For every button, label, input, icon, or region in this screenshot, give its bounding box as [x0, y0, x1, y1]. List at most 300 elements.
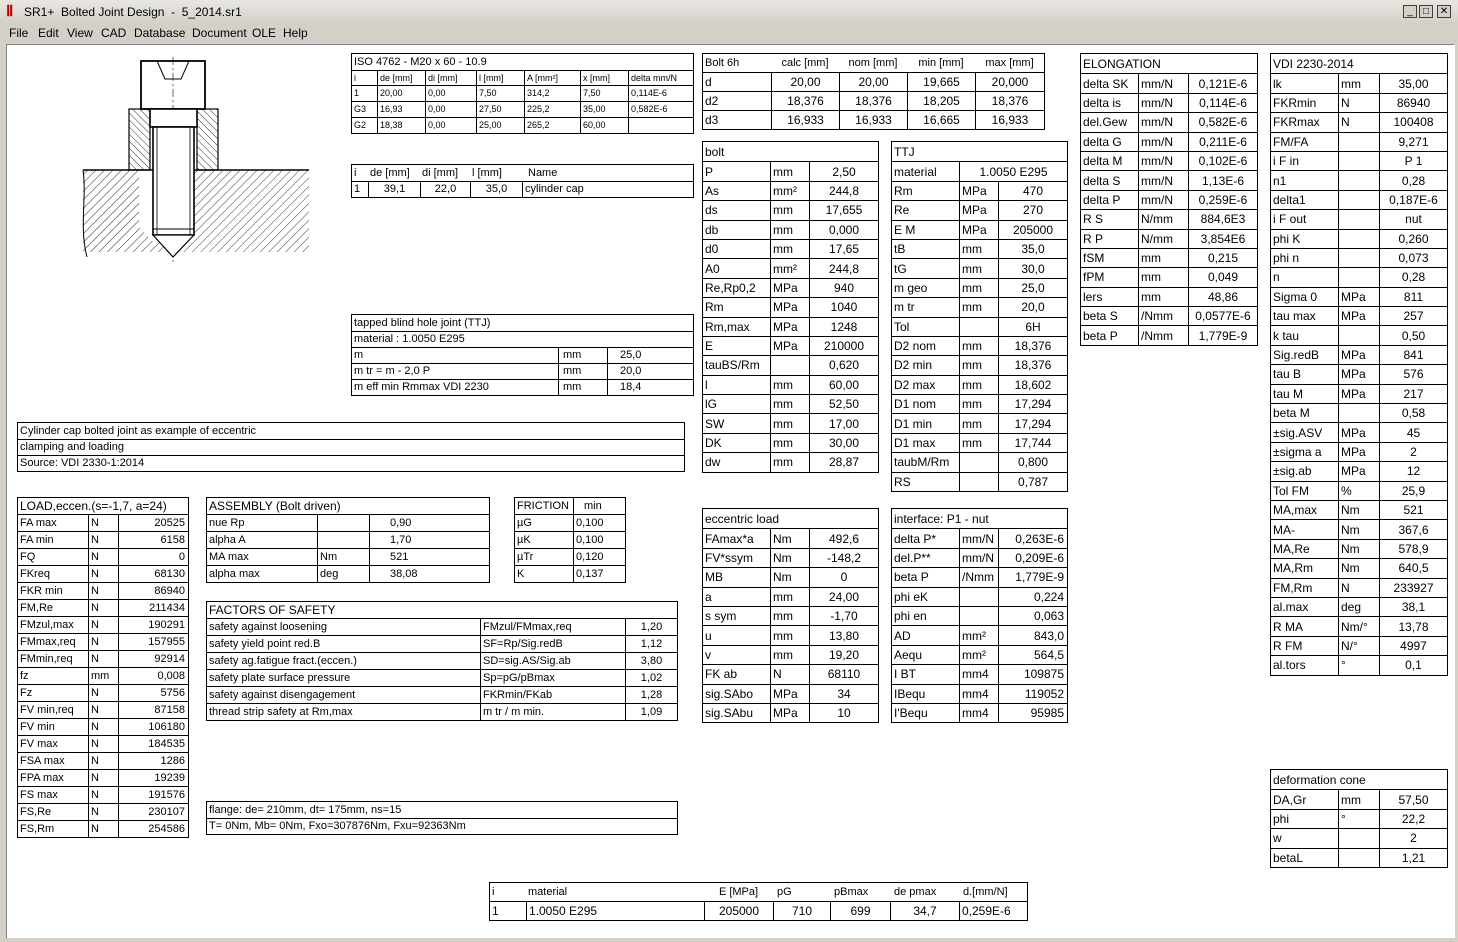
table-cell: 244,8	[809, 259, 878, 277]
table-cell: mm/N	[1138, 191, 1188, 209]
table-cell: 233927	[1379, 579, 1447, 597]
bolt-properties-row	[703, 297, 878, 316]
iso-bolt-table	[351, 53, 694, 134]
table-cell: FA max	[20, 516, 57, 529]
maximize-button[interactable]: □	[1419, 5, 1433, 18]
table-cell: 225,2	[524, 102, 580, 117]
table-cell: N	[88, 736, 118, 752]
description-text: Cylinder cap bolted joint as example of eccentric	[20, 424, 257, 437]
table-cell: 5756	[118, 685, 188, 701]
table-cell: 841	[1379, 346, 1447, 364]
assembly-row	[207, 531, 489, 548]
table-cell: alpha A	[209, 533, 246, 546]
vdi-2230-row	[1271, 73, 1447, 92]
table-cell: 576	[1379, 365, 1447, 383]
table-cell: 578,9	[1379, 540, 1447, 558]
vdi-2230-row	[1271, 93, 1447, 112]
interface-row	[892, 684, 1067, 703]
table-cell: 0,114E-6	[1188, 94, 1257, 112]
table-cell: deg	[1338, 598, 1379, 616]
load-row	[18, 514, 188, 531]
interface-row	[892, 703, 1067, 722]
table-cell: 0,187E-6	[1379, 191, 1447, 209]
table-cell: FK ab	[705, 667, 738, 682]
table-cell: tapped blind hole joint (TTJ)	[354, 316, 491, 329]
iso-header: di [mm]	[425, 71, 476, 85]
table-cell: mm	[770, 453, 809, 471]
load-row	[18, 701, 188, 718]
friction-row	[515, 565, 625, 582]
table-cell: 6158	[118, 532, 188, 548]
table-cell: FSA max	[20, 754, 65, 767]
ttj-row	[892, 336, 1067, 355]
table-cell: 367,6	[1379, 520, 1447, 538]
table-cell: 0	[809, 568, 878, 586]
table-cell: u	[705, 628, 712, 643]
table-title: eccentric load	[705, 511, 780, 526]
table-cell: Nm	[770, 529, 809, 547]
table-cell: ±sig.ab	[1273, 464, 1312, 479]
table-cell: MPa	[1338, 346, 1379, 364]
table-cell: 184535	[118, 736, 188, 752]
table-title: LOAD,eccen.(s=-1,7, a=24)	[20, 499, 167, 513]
table-cell: FKR min	[20, 584, 63, 597]
bolt-properties-row	[703, 394, 878, 413]
table-cell: 0,073	[1379, 249, 1447, 267]
table-cell: 157955	[118, 634, 188, 650]
ttj-row	[892, 220, 1067, 239]
eccentric-load-row	[703, 684, 878, 703]
table-cell: 940	[809, 279, 878, 297]
eccentric-load-row	[703, 587, 878, 606]
table-cell: cylinder cap	[522, 182, 693, 197]
load-row	[18, 650, 188, 667]
iso-row	[352, 85, 693, 101]
table-title-row	[207, 498, 489, 514]
table-cell: 9,271	[1379, 133, 1447, 151]
material-table	[489, 882, 1028, 921]
table-cell	[1338, 326, 1379, 344]
table-cell: Re	[894, 203, 910, 218]
table-cell: m tr = m - 2,0 P	[354, 365, 431, 377]
vdi-2230-row	[1271, 442, 1447, 461]
table-cell: 0,114E-6	[628, 86, 693, 101]
bolt-properties-table	[702, 141, 879, 473]
table-cell: 244,8	[809, 182, 878, 200]
bolt-6h-row	[703, 91, 1044, 110]
table-cell: tau max	[1273, 309, 1316, 324]
table-cell: ±sigma a	[1273, 445, 1322, 459]
table-cell: Sigma 0	[1273, 289, 1318, 304]
menu-file[interactable]: File	[9, 26, 29, 40]
minimize-button[interactable]: _	[1403, 5, 1417, 18]
table-cell: mm	[770, 221, 809, 239]
table-cell: 48,86	[1188, 288, 1257, 306]
table-cell: A0	[705, 261, 720, 276]
close-button[interactable]: ✕	[1437, 5, 1451, 18]
table-cell: 265,2	[524, 118, 580, 133]
table-cell: al.tors	[1273, 658, 1306, 673]
table-cell: s sym	[705, 609, 737, 624]
table-cell: n1	[1273, 173, 1287, 188]
table-cell: 0,209E-6	[998, 549, 1067, 567]
table-cell: 68110	[809, 665, 878, 683]
table-cell: N	[88, 617, 118, 633]
table-cell: 87158	[118, 702, 188, 718]
deformation-cone-table	[1270, 769, 1448, 868]
table-cell: mm²	[959, 626, 998, 644]
table-cell: 17,65	[809, 240, 878, 258]
vdi-2230-row	[1271, 345, 1447, 364]
table-cell: beta S	[1083, 309, 1118, 324]
table-cell: 0,0577E-6	[1188, 307, 1257, 325]
table-cell: mm	[959, 298, 998, 316]
head-header: l [mm]	[472, 166, 502, 179]
table-cell: R P	[1083, 231, 1104, 246]
table-cell: mm	[959, 240, 998, 258]
table-title-row	[1271, 54, 1447, 73]
table-cell: 17,294	[998, 414, 1067, 432]
table-cell: N	[88, 532, 118, 548]
table-cell: 0,120	[573, 549, 625, 565]
table-cell: 38,1	[1379, 598, 1447, 616]
table-title-row	[892, 509, 1067, 528]
table-cell: 205000	[704, 902, 773, 920]
description-line	[18, 455, 684, 471]
bolt-joint-drawing	[73, 57, 309, 267]
table-cell: delta M	[1083, 154, 1123, 169]
table-cell: mm	[770, 434, 809, 452]
table-cell: mm	[1138, 268, 1188, 286]
table-cell: N	[88, 566, 118, 582]
menu-edit[interactable]: Edit	[38, 26, 59, 40]
table-cell: 0,28	[1379, 268, 1447, 286]
table-cell: 35,00	[580, 102, 628, 117]
table-cell: mm/N	[959, 529, 998, 547]
table-cell: MPa	[1338, 462, 1379, 480]
table-cell: del.P**	[894, 550, 931, 565]
table-cell: mm4	[959, 704, 998, 722]
iso-header: l [mm]	[476, 71, 524, 85]
menu-help[interactable]: Help	[283, 26, 308, 40]
table-cell: N	[770, 665, 809, 683]
table-cell: 34	[809, 685, 878, 703]
document-workspace	[6, 44, 1455, 938]
table-cell: 20,00	[771, 73, 839, 91]
table-cell: MPa	[959, 221, 998, 239]
table-cell: 18,205	[907, 92, 975, 110]
table-cell: 0,137	[573, 566, 625, 582]
table-cell: 52,50	[809, 395, 878, 413]
assembly-table	[206, 497, 490, 583]
table-cell: D2 nom	[894, 339, 937, 354]
table-cell: fSM	[1083, 251, 1105, 266]
table-title-row	[703, 142, 878, 161]
table-cell: 6H	[998, 318, 1067, 336]
elongation-row	[1081, 267, 1257, 286]
table-cell: FKreq	[20, 567, 50, 580]
vdi-2230-row	[1271, 616, 1447, 635]
table-cell: tauBS/Rm	[705, 358, 760, 373]
load-row	[18, 769, 188, 786]
table-cell: MB	[705, 570, 723, 585]
table-cell: 0	[118, 549, 188, 565]
iso-header: de [mm]	[377, 71, 425, 85]
table-cell: 18,376	[839, 92, 907, 110]
table-cell: beta P	[1083, 328, 1118, 343]
table-cell: FS max	[20, 788, 58, 801]
table-cell: mm	[88, 668, 118, 684]
table-cell	[770, 356, 809, 374]
tapped-joint-table	[351, 314, 694, 396]
table-cell: 1	[354, 183, 361, 195]
description-text: Source: VDI 2330-1:2014	[20, 457, 145, 469]
menu-view[interactable]: View	[67, 26, 93, 40]
table-cell: 7,50	[580, 86, 628, 101]
table-cell: 92914	[118, 651, 188, 667]
table-cell: 884,6E3	[1188, 210, 1257, 228]
table-cell: 12	[1379, 462, 1447, 480]
vdi-2230-row	[1271, 597, 1447, 616]
table-cell: al.max	[1273, 600, 1309, 615]
table-cell: db	[705, 222, 719, 237]
table-cell: fz	[20, 669, 29, 682]
table-cell: 17,00	[809, 414, 878, 432]
table-cell: %	[1338, 482, 1379, 500]
table-cell	[1338, 210, 1379, 228]
material-row	[490, 901, 1027, 920]
assembly-row	[207, 548, 489, 565]
menu-ole[interactable]: OLE	[252, 26, 277, 40]
table-cell: taubM/Rm	[894, 455, 950, 470]
material-header: pBmax	[834, 885, 869, 898]
table-cell: N	[1338, 579, 1379, 597]
table-cell: 86940	[118, 583, 188, 599]
bolt-properties-row	[703, 220, 878, 239]
table-cell	[959, 607, 998, 625]
description-line	[18, 439, 684, 455]
menu-cad[interactable]: CAD	[101, 26, 127, 40]
table-cell: 18,376	[975, 92, 1044, 110]
bolt-6h-header: nom [mm]	[848, 56, 898, 69]
table-cell: 190291	[118, 617, 188, 633]
load-row	[18, 786, 188, 803]
table-cell: m tr / m min.	[480, 704, 625, 720]
load-row	[18, 548, 188, 565]
table-cell: D1 max	[894, 436, 936, 451]
deformation-cone-row	[1271, 828, 1447, 847]
table-cell: 25,0	[607, 348, 693, 363]
table-cell: N	[88, 549, 118, 565]
table-cell: 25,00	[476, 118, 524, 133]
table-cell: 18,4	[607, 380, 693, 395]
table-cell: 35,0	[998, 240, 1067, 258]
table-cell: N	[1338, 113, 1379, 131]
safety-row	[207, 652, 677, 669]
vdi-2230-row	[1271, 539, 1447, 558]
table-cell: 39,1	[368, 182, 420, 197]
table-cell: mm/N	[1138, 152, 1188, 170]
table-cell: 217	[1379, 385, 1447, 403]
table-cell: mm	[770, 414, 809, 432]
vdi-2230-row	[1271, 151, 1447, 170]
vdi-2230-row	[1271, 190, 1447, 209]
elongation-row	[1081, 209, 1257, 228]
title-bar	[0, 0, 1458, 25]
table-cell: AD	[894, 628, 911, 643]
table-title: interface: P1 - nut	[894, 511, 989, 526]
load-row	[18, 667, 188, 684]
eccentric-load-row	[703, 625, 878, 644]
table-cell: 20,0	[607, 364, 693, 379]
table-cell: mm4	[959, 665, 998, 683]
table-cell: 57,50	[1379, 790, 1447, 808]
table-cell: 20,000	[975, 73, 1044, 91]
vdi-2230-row	[1271, 403, 1447, 422]
table-cell: 68130	[118, 566, 188, 582]
table-cell: Nm	[1338, 559, 1379, 577]
table-cell: 0,215	[1188, 249, 1257, 267]
table-cell: MPa	[1338, 443, 1379, 461]
table-cell: MA,Re	[1273, 541, 1310, 556]
table-cell: 0,100	[573, 515, 625, 531]
bolt-6h-header: calc [mm]	[781, 56, 829, 69]
table-cell	[1338, 191, 1379, 209]
table-cell: FMmin,req	[20, 652, 73, 665]
table-cell: mm	[959, 414, 998, 432]
iso-header: x [mm]	[580, 71, 628, 85]
table-cell: l	[705, 377, 708, 392]
window-title: SR1+ Bolted Joint Design - 5_2014.sr1	[24, 5, 242, 19]
eccentric-load-row	[703, 664, 878, 683]
table-cell: 16,665	[907, 111, 975, 129]
menu-document[interactable]: Document	[192, 26, 247, 40]
table-title: FACTORS OF SAFETY	[209, 603, 336, 617]
table-cell: 4997	[1379, 637, 1447, 655]
table-cell: safety yield point red.B	[209, 637, 321, 650]
table-cell: mm	[959, 395, 998, 413]
table-cell: N	[88, 753, 118, 769]
table-cell: Tol FM	[1273, 483, 1309, 498]
table-cell: mm/N	[1138, 113, 1188, 131]
bolt-6h-header: Bolt 6h	[705, 56, 740, 69]
table-cell: mm/N	[1138, 171, 1188, 189]
table-cell: SW	[705, 416, 725, 431]
table-cell: Sp=pG/pBmax	[480, 670, 625, 686]
table-cell: 0,00	[425, 118, 476, 133]
vdi-2230-row	[1271, 267, 1447, 286]
elongation-row	[1081, 93, 1257, 112]
table-cell: mm	[959, 356, 998, 374]
table-cell: -1,70	[809, 607, 878, 625]
table-cell: 205000	[998, 221, 1067, 239]
table-cell: d2	[705, 94, 719, 108]
table-cell: Aequ	[894, 647, 923, 662]
iso-header: A [mm²]	[524, 71, 580, 85]
table-cell: d	[705, 75, 712, 89]
table-cell: 257	[1379, 307, 1447, 325]
elongation-row	[1081, 151, 1257, 170]
table-cell: N	[88, 787, 118, 803]
table-cell: MPa	[1338, 365, 1379, 383]
ttj-row	[892, 375, 1067, 394]
load-row	[18, 752, 188, 769]
table-cell: mm	[770, 240, 809, 258]
table-cell: safety against loosening	[209, 620, 328, 633]
description-box	[17, 422, 685, 472]
table-cell: lG	[705, 397, 717, 412]
table-cell: m geo	[894, 280, 928, 295]
assembly-row	[207, 565, 489, 582]
vdi-2230-row	[1271, 112, 1447, 131]
table-cell: I BT	[894, 667, 917, 682]
table-cell: delta G	[1083, 134, 1122, 149]
table-title-row	[1081, 54, 1257, 73]
table-cell: D1 min	[894, 416, 933, 431]
friction-row	[515, 548, 625, 565]
table-cell: mm	[1338, 74, 1379, 92]
vdi-2230-row	[1271, 578, 1447, 597]
table-cell: sig.SAbu	[705, 706, 754, 721]
table-cell: beta P	[894, 570, 929, 585]
table-cell: 16,933	[839, 111, 907, 129]
table-cell: mm	[770, 626, 809, 644]
safety-row	[207, 703, 677, 720]
table-cell: 2,50	[809, 162, 878, 180]
table-cell: a	[705, 589, 712, 604]
table-cell: 0,00	[425, 86, 476, 101]
table-cell: 270	[998, 201, 1067, 219]
friction-row	[515, 514, 625, 531]
table-cell: 1,779E-9	[998, 568, 1067, 586]
elongation-table	[1080, 53, 1258, 346]
interface-row	[892, 625, 1067, 644]
ttj-top-row	[352, 363, 693, 379]
table-cell: mm	[770, 201, 809, 219]
table-cell: mm	[959, 279, 998, 297]
description-text: clamping and loading	[20, 441, 124, 453]
table-cell: 0,50	[1379, 326, 1447, 344]
table-cell: tB	[894, 242, 906, 257]
table-cell: FKRmin/FKab	[480, 687, 625, 703]
vdi-2230-row	[1271, 422, 1447, 441]
table-cell: mm	[1138, 288, 1188, 306]
ttj-row	[892, 278, 1067, 297]
deformation-cone-row	[1271, 809, 1447, 828]
table-cell: 0,263E-6	[998, 529, 1067, 547]
table-cell	[1338, 133, 1379, 151]
elongation-row	[1081, 229, 1257, 248]
load-row	[18, 582, 188, 599]
table-cell: 1,28	[625, 687, 677, 703]
table-cell: 521	[369, 549, 489, 565]
table-cell: phi eK	[894, 589, 929, 604]
elongation-row	[1081, 170, 1257, 189]
table-cell: sig.SAbo	[705, 686, 754, 701]
eccentric-load-row	[703, 645, 878, 664]
flange-line	[207, 802, 677, 818]
table-cell: w	[1273, 831, 1282, 846]
table-cell: mm	[959, 434, 998, 452]
menu-database[interactable]: Database	[134, 26, 186, 40]
ttj-row	[892, 200, 1067, 219]
table-cell: ds	[705, 203, 718, 218]
table-cell: 1,02	[625, 670, 677, 686]
eccentric-load-row	[703, 703, 878, 722]
table-cell	[1338, 171, 1379, 189]
elongation-row	[1081, 306, 1257, 325]
table-cell: MPa	[1338, 385, 1379, 403]
